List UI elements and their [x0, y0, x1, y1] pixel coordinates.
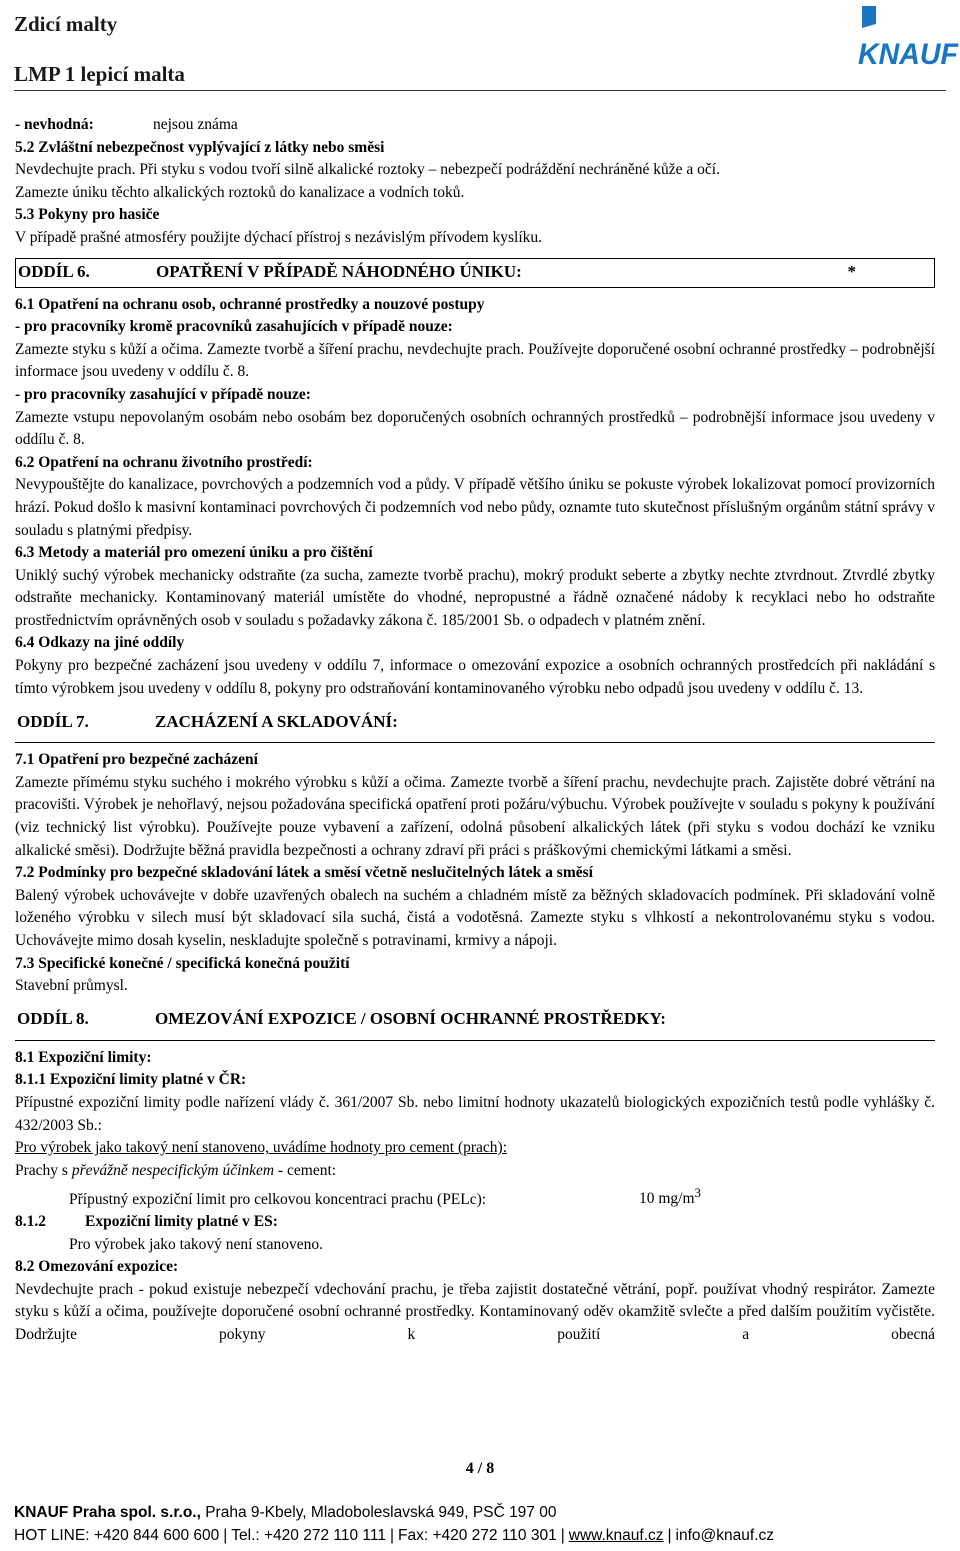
- footer-company: [14, 1504, 556, 1522]
- dust-row: [15, 1160, 935, 1183]
- heading-6-1: 6.1 Opatření na ochranu osob, ochranné prostředky a nouzové postupy: [15, 295, 485, 313]
- section-6-header: [15, 258, 935, 288]
- section-7-number: ODDÍL 7.: [17, 711, 89, 731]
- text-5-3: V případě prašné atmosféry použijte dýchací přístroj s nezávislým přívodem kyslíku.: [15, 228, 543, 246]
- dust-prefix: Prachy s: [15, 1161, 68, 1179]
- header-divider: [14, 90, 946, 91]
- text-7-1: Zamezte přímému styku suchého i mokrého výrobku s kůží a očima. Zamezte tvorbě a šíření prachu, nevdechujte prach. Zajistěte dobré větrání na pracovišti. Výrobek je nehořlavý, nejsou požadována specifická opatření proti požáru/výbuchu. Výrobek používejte v souladu s pokyny k používání (viz technický list výrobku). Používejte pouze vybavení a zařízení, odolná působení alkalických látek (při styku s vodou dochází ke vzniku alkalické směsi). Dodržujte běžná pravidla bezpečnosti a ochrany zdraví při práci s práškovými chemickými látkami a směsi.: [15, 773, 935, 859]
- website-link[interactable]: www.knauf.cz: [568, 1527, 664, 1544]
- text-7-3: Stavební průmysl.: [15, 977, 128, 995]
- heading-6-3: 6.3 Metody a materiál pro omezení úniku a pro čištění: [15, 544, 373, 562]
- heading-5-3: 5.3 Pokyny pro hasiče: [15, 206, 160, 224]
- text-8-1-2: Pro výrobek jako takový není stanoveno.: [69, 1235, 323, 1253]
- section-8-header: [15, 1006, 935, 1034]
- product-name: LMP 1 lepicí malta: [14, 62, 185, 86]
- text-8-2: Nevdechujte prach - pokud existuje nebezpečí vdechování prachu, je třeba zajistit dostatečné větrání, popř. používat vhodný respirátor. Zamezte styku s kůží a očima, používejte doporučené osobní ochranné prostředky. Kontaminovaný oděv okamžitě svlečte a před dalším použitím vyčistěte. Dodržujte pokyny k použití a obecná: [15, 1280, 935, 1344]
- section-7-title: ZACHÁZENÍ A SKLADOVÁNÍ:: [155, 711, 398, 731]
- section-8-number: ODDÍL 8.: [17, 1009, 89, 1029]
- heading-8-1-1: 8.1.1 Expoziční limity platné v ČR:: [15, 1071, 247, 1089]
- heading-8-1-2-number: 8.1.2: [15, 1213, 46, 1231]
- heading-6-1-a: - pro pracovníky kromě pracovníků zasahujících v případě nouze:: [15, 318, 453, 336]
- heading-8-2: 8.2 Omezování expozice:: [15, 1258, 179, 1276]
- pel-label: Přípustný expoziční limit pro celkovou koncentraci prachu (PELc):: [69, 1190, 487, 1208]
- heading-6-4: 6.4 Odkazy na jiné oddíly: [15, 634, 185, 652]
- heading-6-1-b: - pro pracovníky zasahující v případě nouze:: [15, 385, 311, 403]
- heading-6-2: 6.2 Opatření na ochranu životního prostředí:: [15, 453, 313, 471]
- pel-value: 10 mg/m: [639, 1190, 695, 1208]
- unsuitable-row: [15, 114, 935, 137]
- email[interactable]: info@knauf.cz: [675, 1527, 774, 1544]
- heading-7-1: 7.1 Opatření pro bezpečné zacházení: [15, 751, 258, 769]
- fax: Fax: +420 272 110 301: [398, 1527, 557, 1544]
- cement-note: Pro výrobek jako takový není stanoveno, uvádíme hodnoty pro cement (prach):: [15, 1139, 507, 1157]
- text-6-3: Uniklý suchý výrobek mechanicky odstraňte (za sucha, zamezte tvorbě prachu), mokrý produkt seberte a zbytky nechte ztvrdnout. Ztvrdlé zbytky odstraňte mechanicky. Kontaminovaný materiál umístěte do vhodné, nepropustné a řádně označené nádoby k recyklaci nebo ho odstraňte prostřednictvím oprávněných osob v souladu s požadavky zákona č. 185/2001 Sb. o odpadech v platném znění.: [15, 566, 935, 629]
- section-8-title: OMEZOVÁNÍ EXPOZICE / OSOBNÍ OCHRANNÉ PROSTŘEDKY:: [155, 1009, 666, 1029]
- section-8-divider: [15, 1040, 935, 1041]
- pel-row: [15, 1182, 935, 1211]
- text-6-2: Nevypouštějte do kanalizace, povrchových a podzemních vod a půdy. V případě většího úniku se pokuste výrobek lokalizovat pomocí provizorních hrází. Pokud došlo k masivní kontaminaci povrchových či podzemních vod nebo půdy, oznamte tuto skutečnost příslušným orgánům státní správy v souladu s platnými předpisy.: [15, 476, 935, 539]
- text-5-2-a: Nevdechujte prach. Při styku s vodou tvoří silně alkalické roztoky – nebezpečí podráždění nechráněné kůže a očí.: [15, 161, 720, 179]
- company-name: KNAUF Praha spol. s.r.o.,: [14, 1504, 201, 1521]
- document-title: Zdicí malty: [14, 12, 118, 36]
- section-6-title: OPATŘENÍ V PŘÍPADĚ NÁHODNÉHO ÚNIKU:: [156, 262, 522, 282]
- svg-text:KNAUF: KNAUF: [858, 38, 959, 70]
- unsuitable-value: nejsou známa: [153, 116, 238, 133]
- text-5-2-b: Zamezte úniku těchto alkalických roztoků do kanalizace a vodních toků.: [15, 183, 465, 201]
- section-6-number: ODDÍL 6.: [18, 262, 90, 282]
- text-6-4: Pokyny pro bezpečné zacházení jsou uvedeny v oddílu 7, informace o omezování expozice a osobních ochranných prostředcích při nakládání s tímto výrobkem jsou uvedeny v oddílu 8, pokyny pro odstraňování kontaminovaného výrobku nebo odpadů jsou uvedeny v oddílu č. 13.: [15, 657, 935, 697]
- heading-8-1: 8.1 Expoziční limity:: [15, 1048, 152, 1066]
- document-body: [15, 114, 935, 1347]
- dust-italic: převážně nespecifickým účinkem: [71, 1161, 275, 1179]
- heading-7-3: 7.3 Specifické konečné / specifická konečná použití: [15, 954, 350, 972]
- text-7-2: Balený výrobek uchovávejte v dobře uzavřených obalech na suchém a chladném místě za běžných skladovacích podmínek. Při skladování volně loženého výrobku v silech musí být skladovací sila suchá, čistá a vodotěsná. Zamezte styku s vlhkostí a nekontrolovanému styku s vodou. Uchovávejte mimo dosah kyselin, neskladujte společně s potravinami, krmivy a nápoji.: [15, 886, 935, 949]
- heading-8-1-2-title: Expoziční limity platné v ES:: [85, 1213, 278, 1231]
- section-7-header: [15, 708, 935, 736]
- heading-7-2: 7.2 Podmínky pro bezpečné skladování látek a směsí včetně neslučitelných látek a směsí: [15, 864, 593, 882]
- page-number: 4 / 8: [465, 1460, 495, 1477]
- text-6-1-b: Zamezte vstupu nepovolaným osobám nebo osobám bez doporučených osobních ochranných prostředků – podrobnější informace jsou uvedeny v oddílu č. 8.: [15, 408, 935, 449]
- dust-suffix: - cement:: [277, 1161, 337, 1179]
- section-7-divider: [15, 742, 935, 743]
- unsuitable-label: - nevhodná:: [15, 116, 94, 133]
- pel-exponent: 3: [694, 1185, 701, 1201]
- heading-8-1-2: [15, 1211, 935, 1234]
- telephone: Tel.: +420 272 110 111: [231, 1527, 386, 1544]
- revision-star: *: [847, 262, 856, 282]
- knauf-logo: [856, 6, 960, 70]
- company-address: Praha 9-Kbely, Mladoboleslavská 949, PSČ 197 00: [205, 1504, 557, 1521]
- heading-5-2: 5.2 Zvláštní nebezpečnost vyplývající z látky nebo směsi: [15, 138, 385, 156]
- text-6-1-a: Zamezte styku s kůží a očima. Zamezte tvorbě a šíření prachu, nevdechujte prach. Používejte doporučené osobní ochranné prostředky – podrobnější informace jsou uvedeny v oddílu č. 8.: [15, 340, 935, 381]
- footer-contacts: HOT LINE: +420 844 600 600 | Tel.: +420 272 110 111 | Fax: +420 272 110 301 | www.knauf.cz | info@knauf.cz: [14, 1527, 774, 1544]
- text-8-1-1: Přípustné expoziční limity podle nařízení vlády č. 361/2007 Sb. nebo limitní hodnoty ukazatelů biologických expozičních testů podle vyhlášky č. 432/2003 Sb.:: [15, 1093, 935, 1134]
- hotline: HOT LINE: +420 844 600 600: [14, 1527, 220, 1544]
